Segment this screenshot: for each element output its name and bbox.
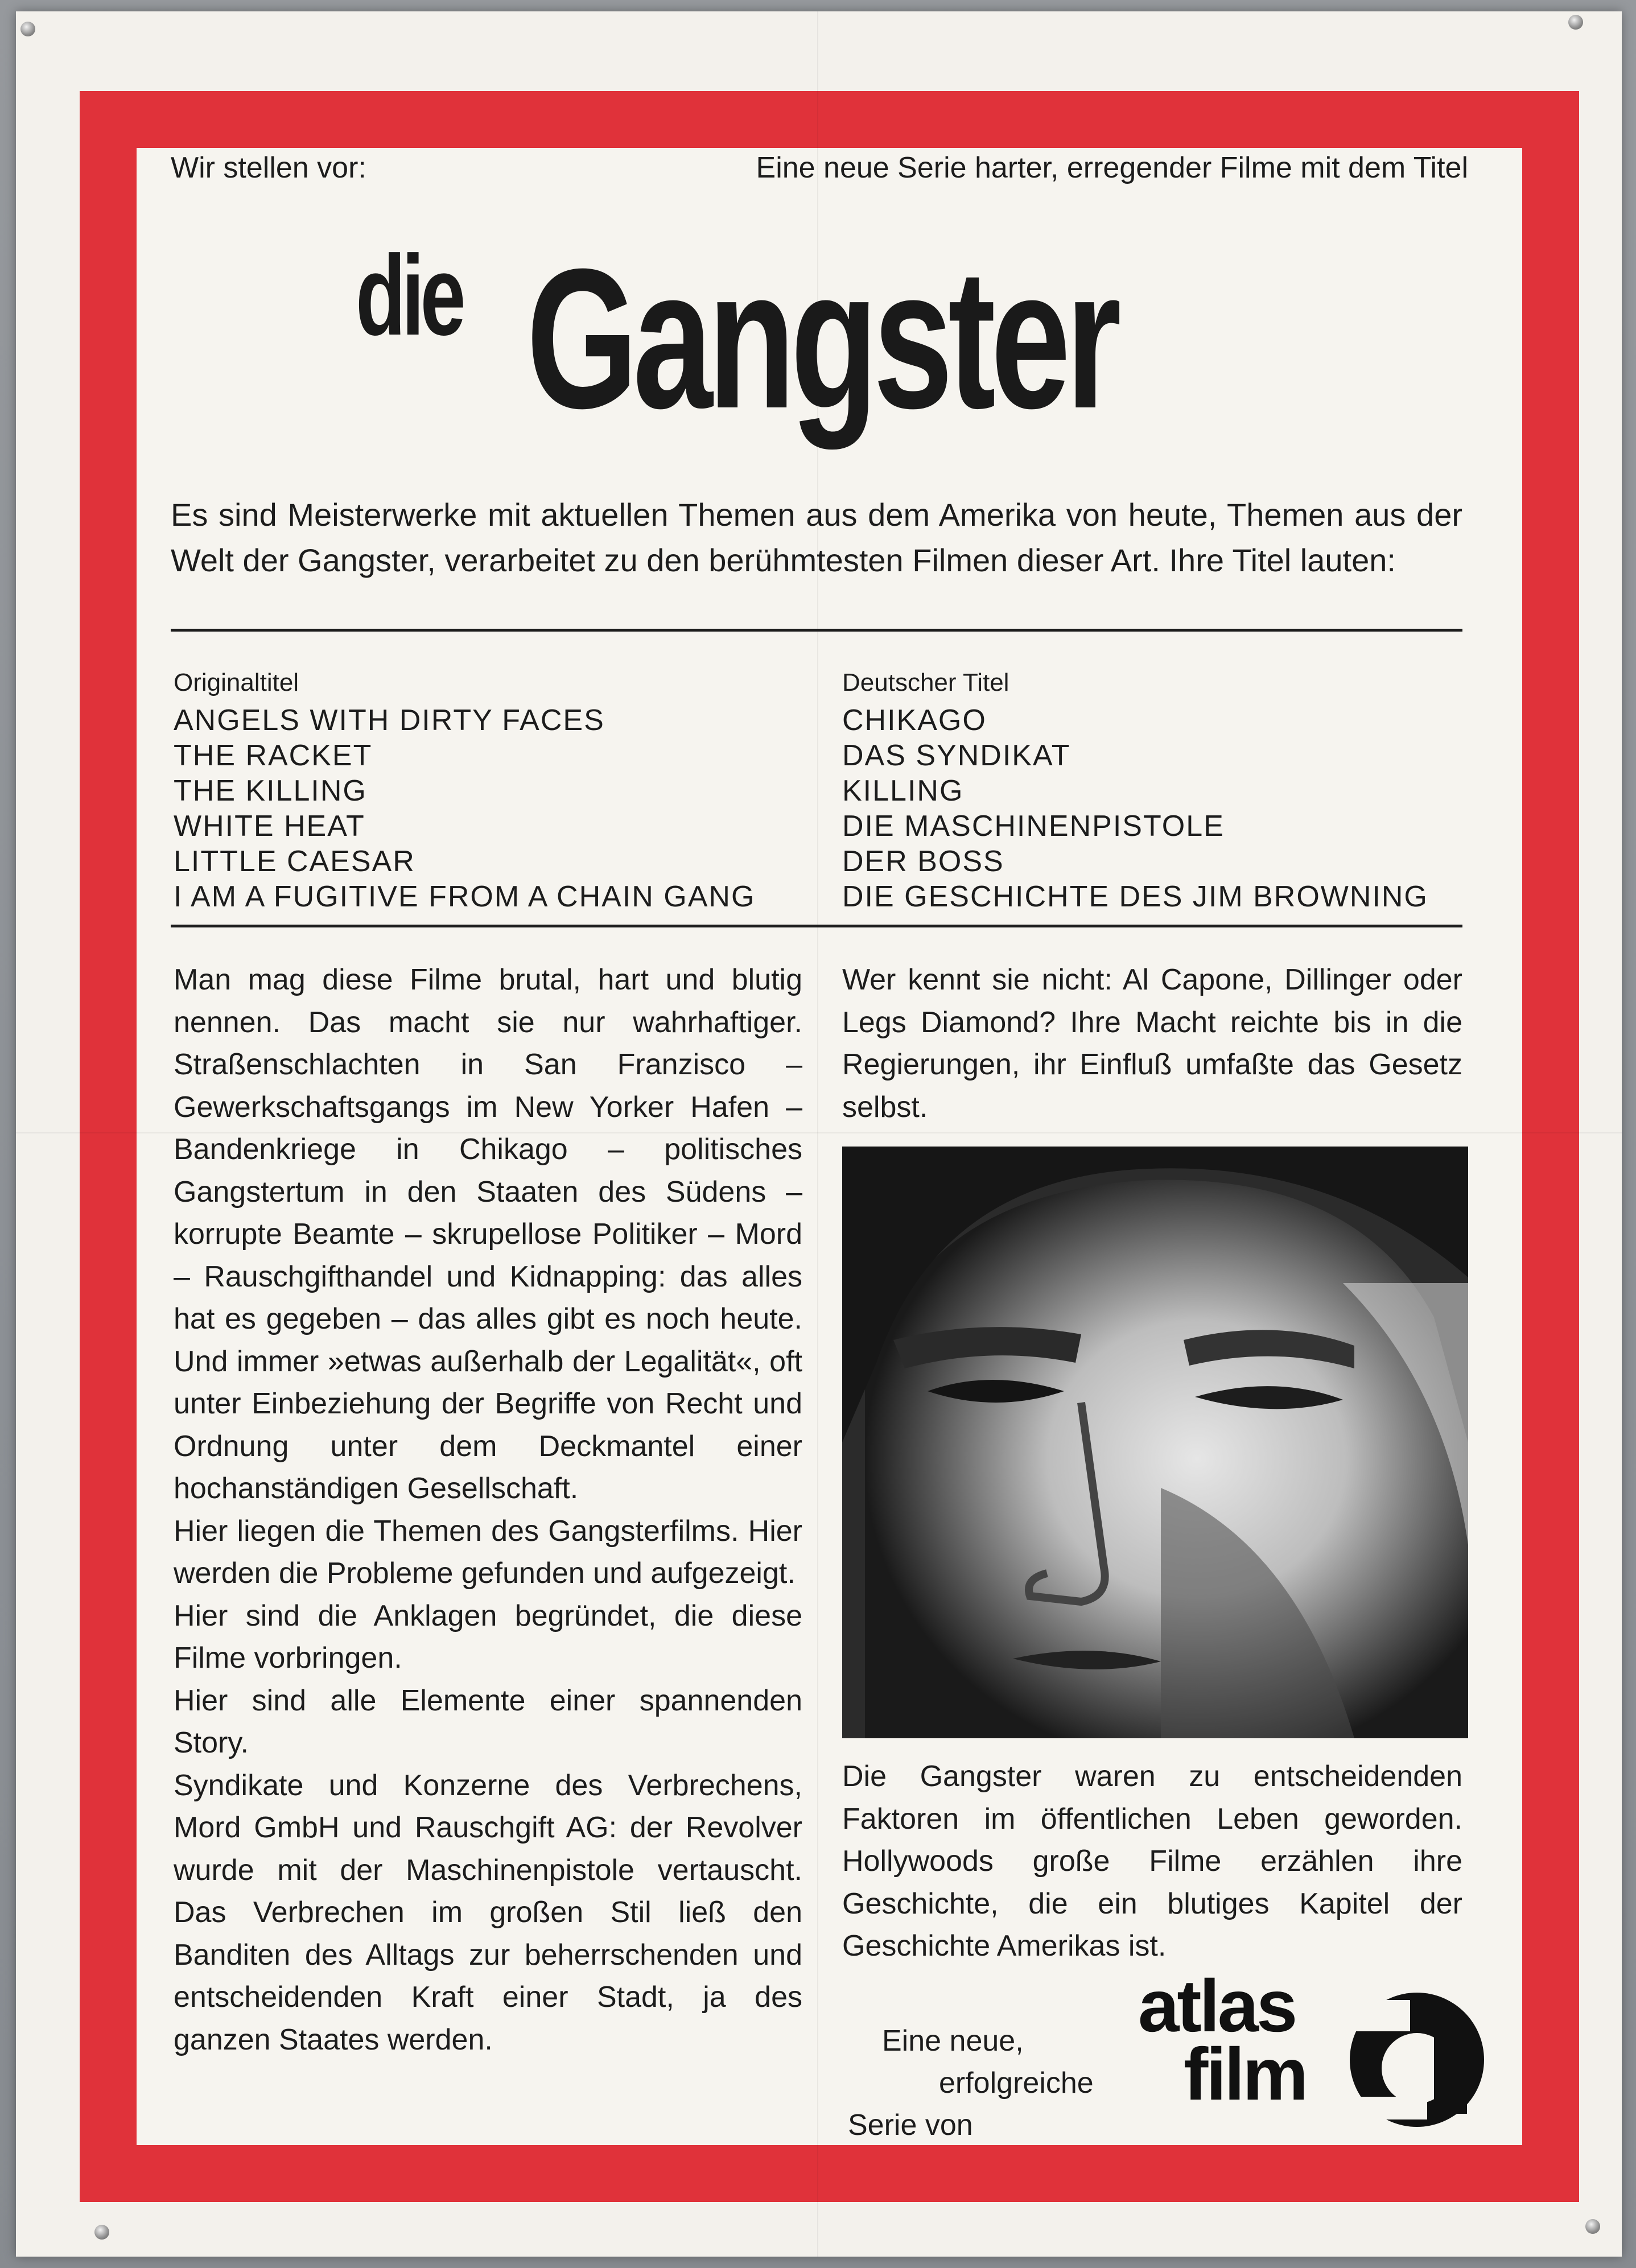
list-item: LITTLE CAESAR	[174, 845, 415, 878]
body-paragraph: Syndikate und Konzerne des Verbrechens, Mord GmbH und Rauschgift AG: der Revolver wurde mit der Maschinenpistole vertauscht. Das Verbrechen im großen Stil ließ den Banditen des Alltags zur beherrschenden und entscheidenden Kraft einer Stadt, ja des ganzen Staates werden.	[174, 1768, 802, 2056]
german-title-heading: Deutscher Titel	[842, 669, 1009, 696]
list-item: DAS SYNDIKAT	[842, 739, 1071, 772]
logo-line-film: film	[1184, 2032, 1307, 2116]
serie-line: erfolgreiche	[939, 2067, 1094, 2100]
list-item: KILLING	[842, 774, 964, 807]
divider-bottom	[171, 925, 1462, 927]
body-paragraph: Hier sind alle Elemente einer spannenden Story.	[174, 1684, 802, 1759]
list-item: THE RACKET	[174, 739, 373, 772]
serie-line: Eine neue,	[882, 2024, 1024, 2057]
portrait-photo	[842, 1147, 1468, 1738]
list-item: CHIKAGO	[842, 704, 987, 737]
serie-line: Serie von	[848, 2109, 973, 2142]
portrait-face-illustration	[842, 1147, 1468, 1738]
list-item: WHITE HEAT	[174, 810, 365, 843]
body-text-left	[174, 959, 802, 2061]
title-gangster: Gangster	[526, 228, 1117, 450]
original-title-list	[174, 703, 755, 914]
list-item: ANGELS WITH DIRTY FACES	[174, 704, 605, 737]
poster-title	[356, 213, 1289, 452]
pin-top-right	[1568, 15, 1583, 30]
body-text-right-top: Wer kennt sie nicht: Al Capone, Dillinger oder Legs Diamond? Ihre Macht reichte bis in die Regierungen, ihr Einfluß umfaßte das Gesetz selbst.	[842, 963, 1462, 1124]
list-item: DIE MASCHINENPISTOLE	[842, 810, 1225, 843]
list-item: THE KILLING	[174, 774, 367, 807]
body-paragraph: Hier liegen die Themen des Gangsterfilms. Hier werden die Probleme gefunden und aufgezeigt.	[174, 1514, 802, 1590]
list-item: I AM A FUGITIVE FROM A CHAIN GANG	[174, 880, 756, 913]
poster-content	[165, 145, 1468, 2142]
pin-bottom-right	[1585, 2219, 1600, 2234]
pin-bottom-left	[94, 2225, 109, 2240]
logo-line-atlas: atlas	[1138, 1964, 1296, 2047]
pin-top-left	[20, 22, 35, 36]
intro-right: Eine neue Serie harter, erregender Filme mit dem Titel	[756, 151, 1468, 184]
divider-top	[171, 629, 1462, 632]
list-item: DIE GESCHICHTE DES JIM BROWNING	[842, 880, 1428, 913]
body-text-right-bottom: Die Gangster waren zu entscheidenden Faktoren im öffentlichen Leben geworden. Hollywoods große Filme erzählen ihre Geschichte, die ein blutiges Kapitel der Geschichte Amerikas ist.	[842, 1760, 1462, 1962]
original-title-heading: Originaltitel	[174, 669, 299, 696]
body-paragraph: Man mag diese Filme brutal, hart und blutig nennen. Das macht sie nur wahrhaftiger. Straßenschlachten in San Franzisco – Gewerkschaftsgangs im New Yorker Hafen – Bandenkriege in Chikago – politisches Gangstertum in den Staaten des Südens – korrupte Beamte – skrupellose Politiker – Mord – Rauschgifthandel und Kidnapping: das alles hat es gegeben – das alles gibt es noch heute. Und immer »etwas außerhalb der Legalität«, oft unter Einbeziehung der Begriffe von Recht und Ordnung unter dem Deckmantel einer hochanständigen Gesellschaft.	[174, 963, 802, 1505]
german-title-list	[842, 703, 1428, 914]
list-item: DER BOSS	[842, 845, 1004, 878]
atlas-film-logo-text	[1138, 1964, 1307, 2116]
intro-paragraph: Es sind Meisterwerke mit aktuellen Themen aus dem Amerika von heute, Themen aus der Welt der Gangster, verarbeitet zu den berühmtesten Filmen dieser Art. Ihre Titel lauten:	[171, 497, 1462, 578]
title-die: die	[356, 232, 462, 359]
serie-tagline	[848, 2020, 1094, 2146]
atlas-film-a-logo-icon	[1337, 1983, 1485, 2131]
intro-left: Wir stellen vor:	[171, 151, 366, 184]
body-paragraph: Hier sind die Anklagen begründet, die diese Filme vorbringen.	[174, 1599, 802, 1675]
